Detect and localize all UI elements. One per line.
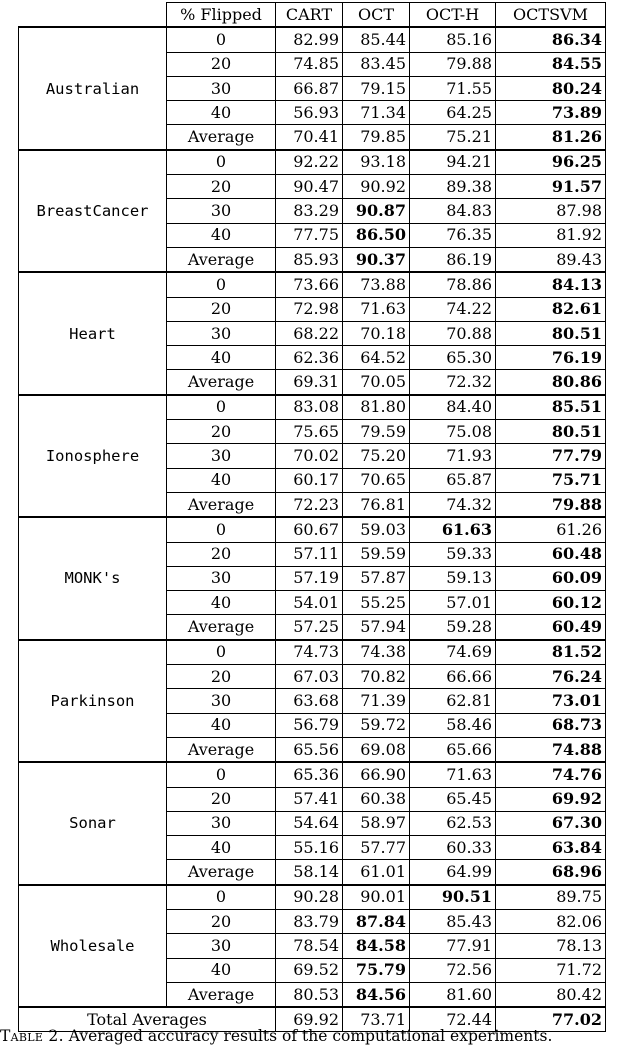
flip-percent-cell: 0 [167, 272, 276, 297]
oct-h-value-cell: 86.19 [410, 247, 496, 272]
header-cell-cart: CART [276, 3, 343, 28]
flip-percent-cell: 0 [167, 762, 276, 787]
octsvm-value-cell: 85.51 [496, 395, 606, 420]
data-row [19, 517, 606, 542]
cart-value-cell: 73.66 [276, 272, 343, 297]
flip-percent-cell: Average [167, 737, 276, 762]
flip-percent-cell: 30 [167, 689, 276, 713]
octsvm-value-cell: 78.13 [496, 934, 606, 958]
oct-h-value-cell: 89.38 [410, 175, 496, 199]
oct-h-value-cell: 79.88 [410, 52, 496, 76]
octsvm-value-cell: 63.84 [496, 836, 606, 860]
oct-value-cell: 79.59 [343, 420, 410, 444]
header-row [19, 3, 606, 28]
oct-h-value-cell: 81.60 [410, 982, 496, 1007]
oct-h-value-cell: 72.32 [410, 370, 496, 395]
dataset-name-cell: Wholesale [19, 885, 167, 1007]
total-cart-cell: 69.92 [276, 1007, 343, 1032]
oct-h-value-cell: 71.55 [410, 76, 496, 100]
oct-h-value-cell: 64.99 [410, 860, 496, 885]
octsvm-value-cell: 96.25 [496, 150, 606, 175]
oct-value-cell: 79.15 [343, 76, 410, 100]
octsvm-value-cell: 84.55 [496, 52, 606, 76]
flip-percent-cell: Average [167, 492, 276, 517]
flip-percent-cell: 30 [167, 934, 276, 958]
cart-value-cell: 74.85 [276, 52, 343, 76]
cart-value-cell: 65.56 [276, 737, 343, 762]
oct-value-cell: 57.77 [343, 836, 410, 860]
oct-h-value-cell: 74.69 [410, 640, 496, 665]
dataset-name-cell: Parkinson [19, 640, 167, 762]
oct-h-value-cell: 71.63 [410, 762, 496, 787]
oct-h-value-cell: 71.93 [410, 444, 496, 468]
cart-value-cell: 55.16 [276, 836, 343, 860]
header-cell-flipped: % Flipped [167, 3, 276, 28]
flip-percent-cell: 0 [167, 27, 276, 52]
oct-h-value-cell: 58.46 [410, 713, 496, 737]
caption-label: Table 2. [0, 1027, 64, 1045]
cart-value-cell: 65.36 [276, 762, 343, 787]
dataset-name-cell: Ionosphere [19, 395, 167, 517]
flip-percent-cell: 0 [167, 640, 276, 665]
oct-value-cell: 84.58 [343, 934, 410, 958]
cart-value-cell: 92.22 [276, 150, 343, 175]
cart-value-cell: 74.73 [276, 640, 343, 665]
oct-value-cell: 59.03 [343, 517, 410, 542]
octsvm-value-cell: 60.12 [496, 591, 606, 615]
cart-value-cell: 68.22 [276, 321, 343, 345]
octsvm-value-cell: 80.51 [496, 321, 606, 345]
octsvm-value-cell: 61.26 [496, 517, 606, 542]
flip-percent-cell: 30 [167, 199, 276, 223]
flip-percent-cell: 0 [167, 885, 276, 910]
oct-value-cell: 90.87 [343, 199, 410, 223]
oct-h-value-cell: 84.40 [410, 395, 496, 420]
oct-value-cell: 83.45 [343, 52, 410, 76]
oct-h-value-cell: 78.86 [410, 272, 496, 297]
octsvm-value-cell: 82.61 [496, 297, 606, 321]
header-cell-oct-h: OCT-H [410, 3, 496, 28]
octsvm-value-cell: 68.73 [496, 713, 606, 737]
flip-percent-cell: 40 [167, 468, 276, 492]
octsvm-value-cell: 60.49 [496, 615, 606, 640]
flip-percent-cell: Average [167, 247, 276, 272]
total-octsvm-cell: 77.02 [496, 1007, 606, 1032]
cart-value-cell: 90.28 [276, 885, 343, 910]
cart-value-cell: 75.65 [276, 420, 343, 444]
flip-percent-cell: 40 [167, 223, 276, 247]
octsvm-value-cell: 67.30 [496, 811, 606, 835]
cart-value-cell: 69.52 [276, 958, 343, 982]
flip-percent-cell: Average [167, 370, 276, 395]
oct-value-cell: 60.38 [343, 787, 410, 811]
oct-h-value-cell: 59.13 [410, 566, 496, 590]
cart-value-cell: 90.47 [276, 175, 343, 199]
header-cell-empty [19, 3, 167, 28]
data-row [19, 150, 606, 175]
cart-value-cell: 60.17 [276, 468, 343, 492]
flip-percent-cell: 40 [167, 591, 276, 615]
data-row [19, 395, 606, 420]
oct-h-value-cell: 75.21 [410, 125, 496, 150]
oct-h-value-cell: 74.22 [410, 297, 496, 321]
flip-percent-cell: 30 [167, 811, 276, 835]
flip-percent-cell: 30 [167, 321, 276, 345]
oct-value-cell: 64.52 [343, 346, 410, 370]
total-oct-cell: 73.71 [343, 1007, 410, 1032]
cart-value-cell: 63.68 [276, 689, 343, 713]
octsvm-value-cell: 89.43 [496, 247, 606, 272]
oct-value-cell: 75.20 [343, 444, 410, 468]
oct-value-cell: 79.85 [343, 125, 410, 150]
flip-percent-cell: 40 [167, 101, 276, 125]
cart-value-cell: 56.93 [276, 101, 343, 125]
octsvm-value-cell: 80.42 [496, 982, 606, 1007]
oct-value-cell: 70.82 [343, 665, 410, 689]
dataset-name-cell: Australian [19, 27, 167, 149]
oct-h-value-cell: 62.81 [410, 689, 496, 713]
oct-value-cell: 93.18 [343, 150, 410, 175]
flip-percent-cell: 40 [167, 713, 276, 737]
cart-value-cell: 77.75 [276, 223, 343, 247]
total-oct-h-cell: 72.44 [410, 1007, 496, 1032]
octsvm-value-cell: 71.72 [496, 958, 606, 982]
cart-value-cell: 57.41 [276, 787, 343, 811]
octsvm-value-cell: 81.92 [496, 223, 606, 247]
data-row [19, 762, 606, 787]
dataset-name-cell: Sonar [19, 762, 167, 884]
header-cell-oct: OCT [343, 3, 410, 28]
flip-percent-cell: 20 [167, 787, 276, 811]
cart-value-cell: 58.14 [276, 860, 343, 885]
octsvm-value-cell: 73.01 [496, 689, 606, 713]
total-averages-label-cell: Total Averages [19, 1007, 276, 1032]
flip-percent-cell: Average [167, 860, 276, 885]
flip-percent-cell: 20 [167, 542, 276, 566]
octsvm-value-cell: 82.06 [496, 909, 606, 933]
results-table [18, 2, 606, 1032]
cart-value-cell: 70.41 [276, 125, 343, 150]
dataset-name-cell: MONK's [19, 517, 167, 639]
octsvm-value-cell: 80.24 [496, 76, 606, 100]
cart-value-cell: 60.67 [276, 517, 343, 542]
oct-h-value-cell: 77.91 [410, 934, 496, 958]
oct-value-cell: 70.05 [343, 370, 410, 395]
data-row [19, 272, 606, 297]
oct-h-value-cell: 76.35 [410, 223, 496, 247]
octsvm-value-cell: 79.88 [496, 492, 606, 517]
data-row [19, 27, 606, 52]
octsvm-value-cell: 75.71 [496, 468, 606, 492]
results-table-wrapper [18, 2, 606, 1032]
flip-percent-cell: 0 [167, 395, 276, 420]
cart-value-cell: 70.02 [276, 444, 343, 468]
oct-h-value-cell: 64.25 [410, 101, 496, 125]
oct-h-value-cell: 84.83 [410, 199, 496, 223]
oct-h-value-cell: 65.30 [410, 346, 496, 370]
octsvm-value-cell: 76.19 [496, 346, 606, 370]
oct-h-value-cell: 60.33 [410, 836, 496, 860]
flip-percent-cell: 20 [167, 665, 276, 689]
cart-value-cell: 62.36 [276, 346, 343, 370]
octsvm-value-cell: 80.86 [496, 370, 606, 395]
oct-value-cell: 61.01 [343, 860, 410, 885]
oct-value-cell: 69.08 [343, 737, 410, 762]
oct-value-cell: 85.44 [343, 27, 410, 52]
oct-value-cell: 59.72 [343, 713, 410, 737]
results-table-body [19, 3, 606, 1032]
oct-value-cell: 57.87 [343, 566, 410, 590]
flip-percent-cell: 20 [167, 420, 276, 444]
octsvm-value-cell: 80.51 [496, 420, 606, 444]
oct-value-cell: 70.65 [343, 468, 410, 492]
cart-value-cell: 57.25 [276, 615, 343, 640]
oct-h-value-cell: 72.56 [410, 958, 496, 982]
cart-value-cell: 69.31 [276, 370, 343, 395]
cart-value-cell: 57.19 [276, 566, 343, 590]
oct-value-cell: 70.18 [343, 321, 410, 345]
oct-value-cell: 59.59 [343, 542, 410, 566]
header-cell-octsvm: OCTSVM [496, 3, 606, 28]
oct-h-value-cell: 62.53 [410, 811, 496, 835]
flip-percent-cell: Average [167, 125, 276, 150]
flip-percent-cell: 30 [167, 566, 276, 590]
flip-percent-cell: 40 [167, 836, 276, 860]
oct-h-value-cell: 59.33 [410, 542, 496, 566]
oct-value-cell: 71.63 [343, 297, 410, 321]
dataset-name-cell: Heart [19, 272, 167, 394]
oct-h-value-cell: 57.01 [410, 591, 496, 615]
oct-value-cell: 66.90 [343, 762, 410, 787]
oct-value-cell: 87.84 [343, 909, 410, 933]
octsvm-value-cell: 81.52 [496, 640, 606, 665]
octsvm-value-cell: 74.88 [496, 737, 606, 762]
cart-value-cell: 54.01 [276, 591, 343, 615]
table-caption [0, 1027, 640, 1045]
octsvm-value-cell: 60.09 [496, 566, 606, 590]
cart-value-cell: 72.23 [276, 492, 343, 517]
flip-percent-cell: 20 [167, 297, 276, 321]
oct-h-value-cell: 90.51 [410, 885, 496, 910]
oct-value-cell: 90.92 [343, 175, 410, 199]
data-row [19, 885, 606, 910]
flip-percent-cell: 40 [167, 346, 276, 370]
flip-percent-cell: 0 [167, 150, 276, 175]
flip-percent-cell: 20 [167, 909, 276, 933]
cart-value-cell: 54.64 [276, 811, 343, 835]
octsvm-value-cell: 76.24 [496, 665, 606, 689]
oct-h-value-cell: 59.28 [410, 615, 496, 640]
oct-h-value-cell: 75.08 [410, 420, 496, 444]
dataset-name-cell: BreastCancer [19, 150, 167, 272]
oct-h-value-cell: 74.32 [410, 492, 496, 517]
oct-h-value-cell: 66.66 [410, 665, 496, 689]
cart-value-cell: 72.98 [276, 297, 343, 321]
octsvm-value-cell: 89.75 [496, 885, 606, 910]
flip-percent-cell: 20 [167, 175, 276, 199]
cart-value-cell: 83.08 [276, 395, 343, 420]
cart-value-cell: 83.79 [276, 909, 343, 933]
cart-value-cell: 66.87 [276, 76, 343, 100]
cart-value-cell: 83.29 [276, 199, 343, 223]
octsvm-value-cell: 77.79 [496, 444, 606, 468]
flip-percent-cell: 20 [167, 52, 276, 76]
cart-value-cell: 85.93 [276, 247, 343, 272]
oct-h-value-cell: 61.63 [410, 517, 496, 542]
flip-percent-cell: Average [167, 982, 276, 1007]
octsvm-value-cell: 81.26 [496, 125, 606, 150]
oct-h-value-cell: 94.21 [410, 150, 496, 175]
cart-value-cell: 80.53 [276, 982, 343, 1007]
octsvm-value-cell: 91.57 [496, 175, 606, 199]
oct-value-cell: 74.38 [343, 640, 410, 665]
caption-text: Averaged accuracy results of the computational experiments. [68, 1027, 553, 1045]
oct-value-cell: 84.56 [343, 982, 410, 1007]
flip-percent-cell: 30 [167, 76, 276, 100]
cart-value-cell: 82.99 [276, 27, 343, 52]
oct-value-cell: 81.80 [343, 395, 410, 420]
octsvm-value-cell: 69.92 [496, 787, 606, 811]
cart-value-cell: 78.54 [276, 934, 343, 958]
cart-value-cell: 57.11 [276, 542, 343, 566]
oct-h-value-cell: 85.16 [410, 27, 496, 52]
oct-value-cell: 55.25 [343, 591, 410, 615]
flip-percent-cell: Average [167, 615, 276, 640]
oct-value-cell: 57.94 [343, 615, 410, 640]
oct-value-cell: 86.50 [343, 223, 410, 247]
cart-value-cell: 56.79 [276, 713, 343, 737]
oct-h-value-cell: 85.43 [410, 909, 496, 933]
oct-value-cell: 58.97 [343, 811, 410, 835]
cart-value-cell: 67.03 [276, 665, 343, 689]
flip-percent-cell: 30 [167, 444, 276, 468]
octsvm-value-cell: 74.76 [496, 762, 606, 787]
oct-h-value-cell: 65.87 [410, 468, 496, 492]
octsvm-value-cell: 60.48 [496, 542, 606, 566]
flip-percent-cell: 0 [167, 517, 276, 542]
oct-value-cell: 90.37 [343, 247, 410, 272]
octsvm-value-cell: 84.13 [496, 272, 606, 297]
data-row [19, 640, 606, 665]
octsvm-value-cell: 73.89 [496, 101, 606, 125]
oct-value-cell: 90.01 [343, 885, 410, 910]
oct-value-cell: 71.39 [343, 689, 410, 713]
flip-percent-cell: 40 [167, 958, 276, 982]
oct-value-cell: 71.34 [343, 101, 410, 125]
oct-value-cell: 73.88 [343, 272, 410, 297]
oct-value-cell: 76.81 [343, 492, 410, 517]
oct-value-cell: 75.79 [343, 958, 410, 982]
oct-h-value-cell: 65.66 [410, 737, 496, 762]
oct-h-value-cell: 70.88 [410, 321, 496, 345]
octsvm-value-cell: 86.34 [496, 27, 606, 52]
octsvm-value-cell: 68.96 [496, 860, 606, 885]
octsvm-value-cell: 87.98 [496, 199, 606, 223]
oct-h-value-cell: 65.45 [410, 787, 496, 811]
